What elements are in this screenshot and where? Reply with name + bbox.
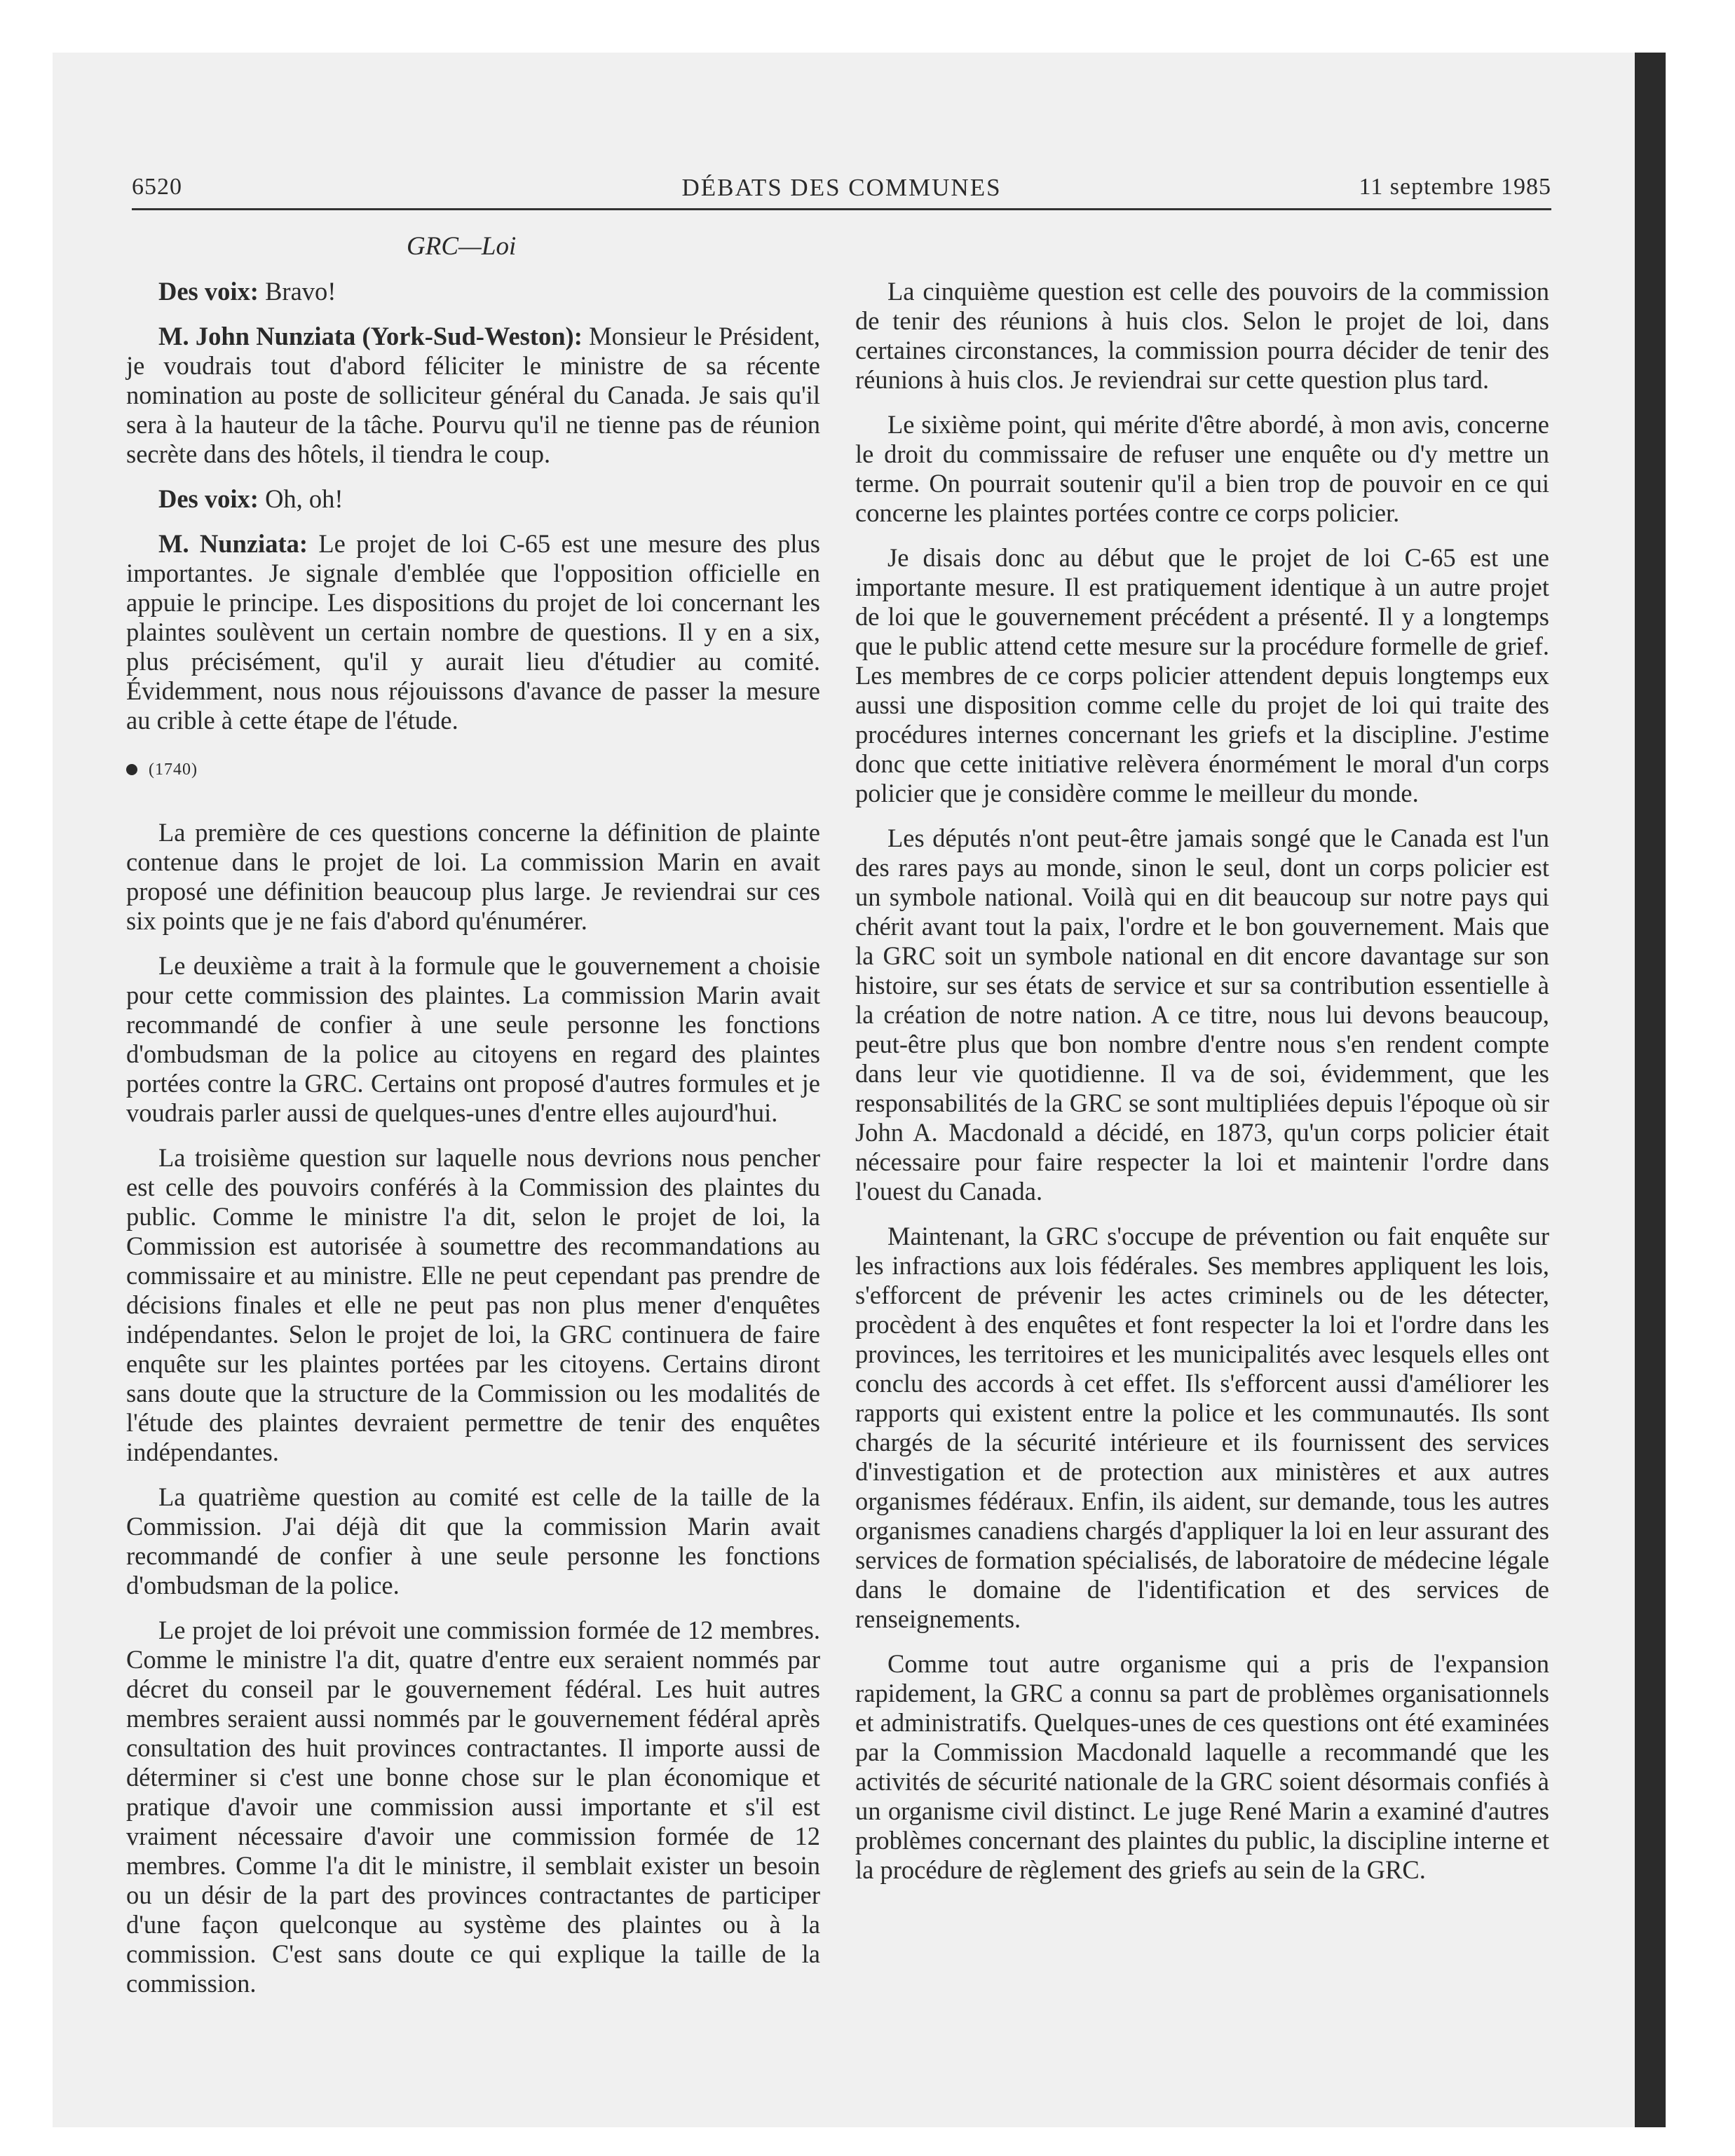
paragraph: La cinquième question est celle des pouvoirs de la commission de tenir des réunions à huis clos. Selon le projet de loi, dans certaines circonstances, la commission pourra décider de tenir des réunions à huis clos. Je reviendrai sur cette question plus tard. [855,277,1549,394]
paragraph: Comme tout autre organisme qui a pris de l'expansion rapidement, la GRC a connu sa part de problèmes organisationnels et administratifs. Quelques-unes de ces questions ont été examinées par la Commission Macdonald laquelle a recommandé que les activités de sécurité nationale de la GRC soient désormais confiés à un organisme civil distinct. Le juge René Marin a examiné d'autres problèmes concernant des plaintes du public, la discipline interne et la procédure de règlement des griefs au sein de la GRC. [855,1649,1549,1884]
left-column [126,277,820,2014]
page-number: 6520 [132,174,182,200]
speaker-label: M. Nunziata: [158,529,308,558]
speaker-label: Des voix: [158,277,259,306]
paragraph: La quatrième question au comité est celle de la taille de la Commission. J'ai déjà dit que la commission Marin avait recommandé de confier à une seule personne les fonctions d'ombudsman de la police. [126,1482,820,1599]
paragraph: La troisième question sur laquelle nous devrions nous pencher est celle des pouvoirs conférés à la Commission des plaintes du public. Comme le ministre l'a dit, selon le projet de loi, la Commission est autorisée à soumettre des recommandations au commissaire et au ministre. Elle ne peut cependant pas prendre de décisions finales et elle ne peut pas non plus mener d'enquêtes indépendantes. Selon le projet de loi, la GRC continuera de faire enquête sur les plaintes portées par les citoyens. Certains diront sans doute que la structure de la Commission ou les modalités de l'étude des plaintes devraient permettre de tenir des enquêtes indépendantes. [126,1143,820,1466]
header-rule [132,208,1551,210]
time-marker [126,755,820,784]
paragraph: Les députés n'ont peut-être jamais songé que le Canada est l'un des rares pays au monde, sinon le seul, dont un corps policier est un symbole national. Voilà qui en dit beaucoup sur notre pays qui chérit avant tout la paix, l'ordre et le bon gouvernement. Mais que la GRC soit un symbole national en dit encore davantage sur son histoire, sur ses états de service et sur sa contribution essentielle à la création de notre nation. A ce titre, nous lui devons beaucoup, peut-être plus que bon nombre d'entre nous s'en rendent compte dans leur vie quotidienne. Il va de soi, évidemment, que les responsabilités de la GRC se sont multipliées depuis l'époque où sir John A. Macdonald a décidé, en 1873, qu'un corps policier était nécessaire pour faire respecter la loi et maintenir l'ordre dans l'ouest du Canada. [855,824,1549,1206]
paragraph: Le projet de loi prévoit une commission formée de 12 membres. Comme le ministre l'a dit, quatre d'entre eux seraient nommés par décret du conseil par le gouvernement fédéral. Les huit autres membres seraient aussi nommés par le gouvernement fédéral après consultation des huit provinces contractantes. Il importe aussi de déterminer si c'est une bonne chose sur le plan économique et pratique d'avoir une commission aussi importante et s'il est vraiment nécessaire d'avoir une commission formée de 12 membres. Comme l'a dit le ministre, il semblait exister un besoin ou un désir de la part des provinces contractantes de participer d'une façon quelconque au système des plaintes ou à la commission. C'est sans doute ce qui explique la taille de la commission. [126,1616,820,1998]
paragraph: Le deuxième a trait à la formule que le gouvernement a choisie pour cette commission des plaintes. La commission Marin avait recommandé de confier à une seule personne les fonctions d'ombudsman de la police au citoyens en regard des plaintes portées contre la GRC. Certains ont proposé d'autres formules et je voudrais parler aussi de quelques-unes d'entre elles aujourd'hui. [126,951,820,1127]
speech-text: Monsieur le Président, je voudrais tout d'abord féliciter le ministre de sa récente nomination au poste de solliciteur général du Canada. Je sais qu'il sera à la hauteur de la tâche. Pourvu qu'il ne tienne pas de réunion secrète dans des hôtels, il tiendra le coup. [126,322,820,468]
paragraph: La première de ces questions concerne la définition de plainte contenue dans le projet de loi. La commission Marin en avait proposé une définition beaucoup plus large. Je reviendrai sur ces six points que je ne fais d'abord qu'énumérer. [126,818,820,935]
header-date: 11 septembre 1985 [1359,174,1551,200]
bullet-dot-icon [126,764,137,775]
publication-title: DÉBATS DES COMMUNES [681,174,1002,201]
time-marker-label: (1740) [149,760,198,779]
speech-text: Oh, oh! [258,484,343,513]
speaker-label: Des voix: [158,484,259,513]
right-column [855,277,1549,1900]
paragraph: Je disais donc au début que le projet de loi C-65 est une importante mesure. Il est pratiquement identique à un autre projet de loi que le gouvernement précédent a présenté. Il y a longtemps que le public attend cette mesure sur la procédure formelle de grief. Les membres de ce corps policier attendent depuis longtemps eux aussi une disposition comme celle du projet de loi qui traite des procédures internes concernant les griefs et la discipline. J'estime donc que cette initiative relèvera énormément le moral d'un corps policier que je considère comme le meilleur du monde. [855,543,1549,807]
scan-edge-band [1635,53,1666,2127]
paragraph: Le sixième point, qui mérite d'être abordé, à mon avis, concerne le droit du commissaire de refuser une enquête ou d'y mettre un terme. On pourrait soutenir qu'il a bien trop de pouvoir en ce qui concerne les plaintes portées contre ce corps policier. [855,410,1549,527]
paragraph [126,484,820,514]
speech-text: Le projet de loi C-65 est une mesure des plus importantes. Je signale d'emblée que l'opposition officielle en appuie le principe. Les dispositions du projet de loi concernant les plaintes soulèvent un certain nombre de questions. Il y en a six, plus précisément, qu'il y aurait lieu d'étudier au comité. Évidemment, nous nous réjouissons d'avance de passer la mesure au crible à cette étape de l'étude. [126,529,821,735]
paragraph [126,322,820,469]
paragraph [126,529,820,735]
paragraph: Maintenant, la GRC s'occupe de prévention ou fait enquête sur les infractions aux lois fédérales. Ses membres appliquent les lois, s'efforcent de prévenir les actes criminels ou de les détecter, procèdent à des enquêtes et font respecter la loi et l'ordre dans les provinces, les territoires et les municipalités avec lesquels elles ont conclu des accords à cet effet. Ils s'efforcent aussi d'améliorer les rapports qui existent entre la police et les communautés. Ils sont chargés de la sécurité intérieure et ils fournissent des services d'investigation et de protection aux ministères et aux autres organismes fédéraux. Enfin, ils aident, sur demande, tous les autres organismes canadiens chargés d'appliquer la loi en leur assurant des services de formation spécialisés, de laboratoire de médecine légale dans le domaine de l'identification et des services de renseignements. [855,1222,1549,1633]
section-title: GRC—Loi [407,232,517,261]
paragraph [126,277,820,306]
running-header [132,174,1551,210]
speech-text: Bravo! [258,277,336,306]
speaker-label: M. John Nunziata (York-Sud-Weston): [158,322,583,350]
